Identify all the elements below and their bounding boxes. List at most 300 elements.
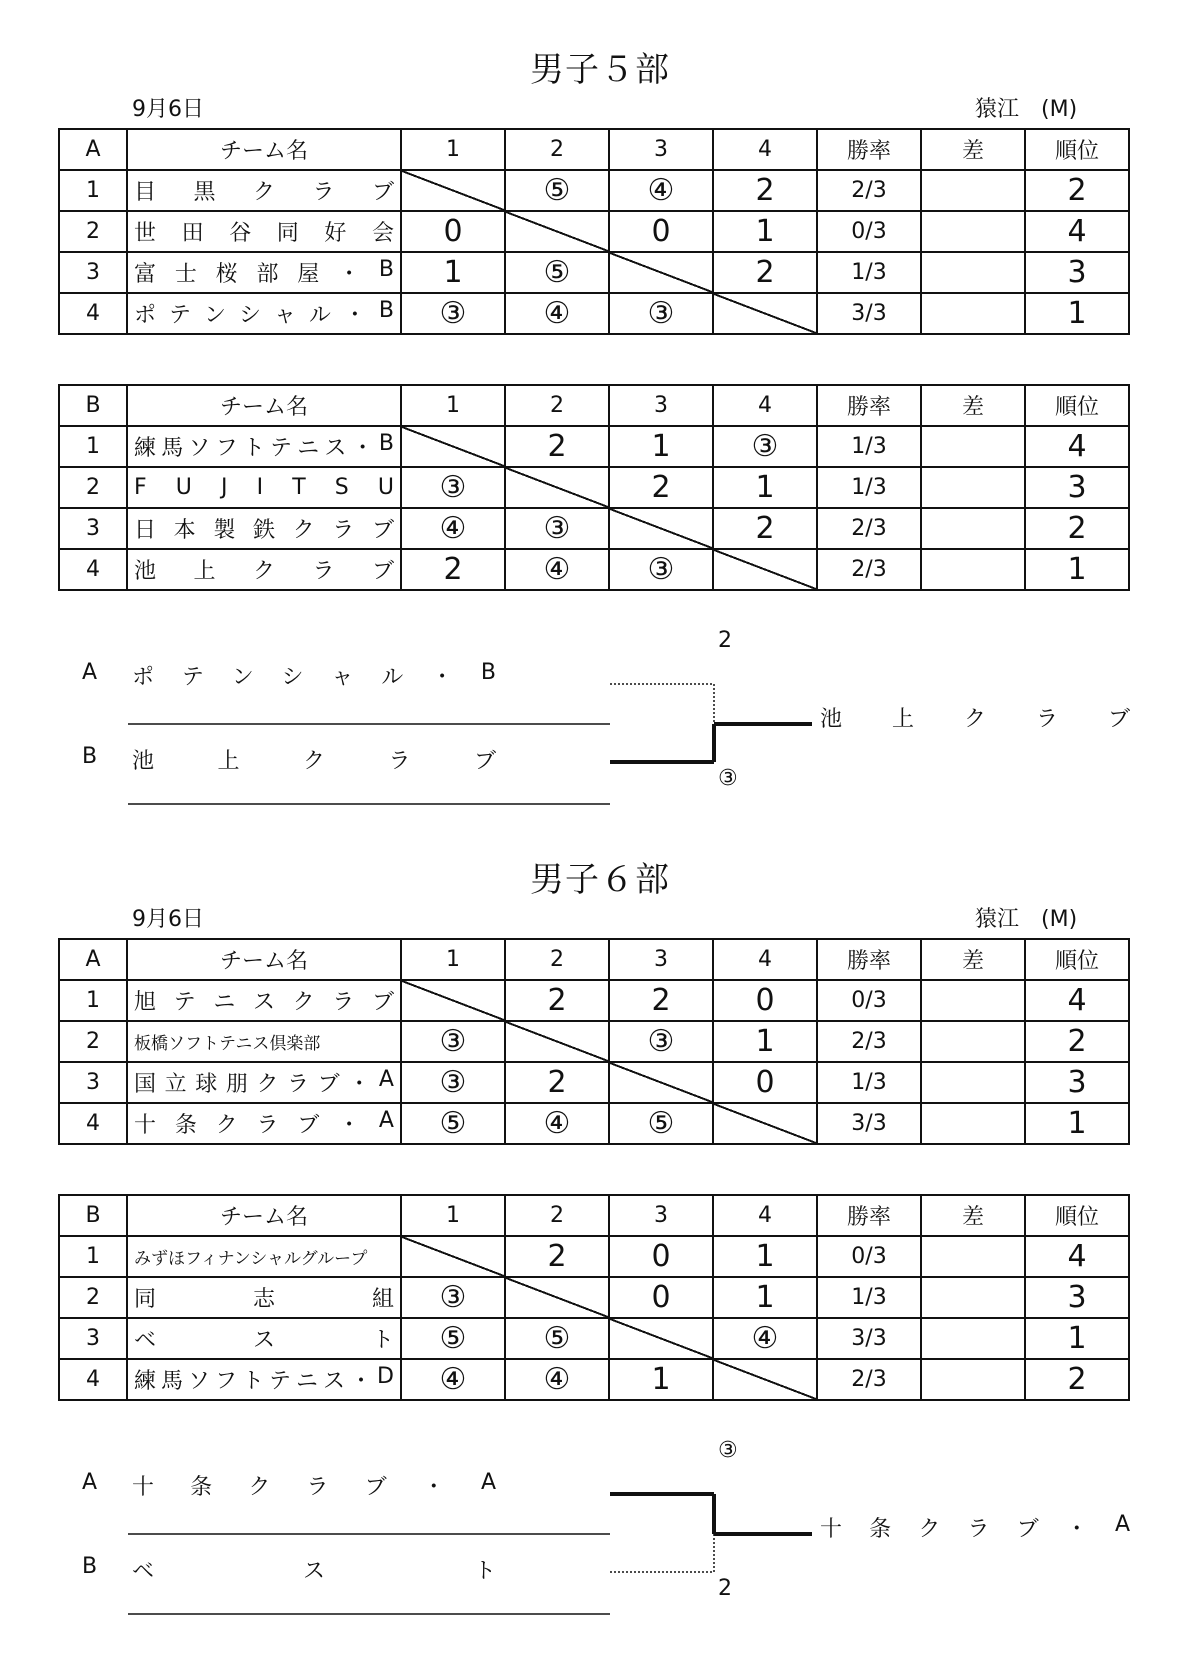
- team-name: みずほフィナンシャルグループ: [134, 1249, 368, 1269]
- team-name-char: ラ: [332, 518, 355, 543]
- team-name-char: フ: [215, 1369, 238, 1394]
- name-char: ブ: [364, 1475, 387, 1500]
- team-name-char: S: [334, 475, 349, 500]
- name-char: ャ: [331, 665, 354, 690]
- score-cell: ⑤: [505, 170, 609, 211]
- score-cell: ③: [401, 1021, 505, 1062]
- team-name-char: 好: [324, 221, 347, 246]
- win-rate: 0/3: [817, 211, 921, 252]
- diagonal-cell: [505, 211, 609, 252]
- team-name-char: 部: [256, 262, 279, 287]
- difference: [921, 467, 1025, 508]
- name-char: B: [480, 660, 496, 685]
- league-table-b: [58, 384, 1130, 591]
- column-header: 勝率: [817, 385, 921, 426]
- score-cell: ③: [401, 467, 505, 508]
- team-name: [134, 1323, 400, 1354]
- score-cell: 2: [713, 508, 817, 549]
- table-row: [59, 1236, 1129, 1277]
- column-header: 3: [609, 129, 713, 170]
- score-cell: 1: [609, 426, 713, 467]
- name-char: 池: [132, 749, 155, 774]
- team-name-char: 上: [193, 559, 216, 584]
- team-name-char: 谷: [229, 221, 252, 246]
- team-name-char: テ: [173, 990, 196, 1015]
- score-cell: ④: [505, 549, 609, 590]
- team-name-char: 同: [134, 1287, 157, 1312]
- score-cell: ⑤: [401, 1103, 505, 1144]
- team-name-char: ブ: [371, 990, 394, 1015]
- score-cell: 0: [713, 980, 817, 1021]
- team-name-char: ラ: [256, 1113, 279, 1138]
- name-char: 条: [190, 1475, 213, 1500]
- difference: [921, 980, 1025, 1021]
- win-rate: 1/3: [817, 467, 921, 508]
- column-header: 3: [609, 385, 713, 426]
- win-rate: 3/3: [817, 1318, 921, 1359]
- row-number: 4: [59, 1103, 127, 1144]
- row-number: 1: [59, 1236, 127, 1277]
- team-name-char: 黒: [193, 180, 216, 205]
- name-char: ポ: [132, 665, 155, 690]
- team-name-char: ク: [292, 990, 315, 1015]
- venue: 猿江 (M): [975, 907, 1078, 932]
- difference: [921, 1359, 1025, 1400]
- team-name-char: B: [378, 431, 394, 456]
- team-name-char: ク: [256, 1072, 279, 1097]
- win-rate: 2/3: [817, 170, 921, 211]
- rank: 3: [1025, 1277, 1129, 1318]
- name-char: ・: [1065, 1517, 1088, 1542]
- column-header: 2: [505, 129, 609, 170]
- column-header: チーム名: [127, 129, 401, 170]
- row-number: 4: [59, 549, 127, 590]
- team-name-char: B: [378, 298, 394, 323]
- name-char: ト: [473, 1559, 496, 1584]
- team-name-char: 組: [371, 1287, 394, 1312]
- team-name-char: 国: [134, 1072, 157, 1097]
- score-cell: ⑤: [609, 1103, 713, 1144]
- team-name-char: 馬: [161, 436, 184, 461]
- diagonal-cell: [401, 170, 505, 211]
- rank: 2: [1025, 170, 1129, 211]
- score-cell: 1: [609, 1359, 713, 1400]
- header-row: [59, 1195, 1129, 1236]
- rank: 3: [1025, 252, 1129, 293]
- name-char: ラ: [306, 1475, 329, 1500]
- column-header: 順位: [1025, 1195, 1129, 1236]
- name-char: 十: [132, 1475, 155, 1500]
- team-name-cell: [127, 252, 401, 293]
- rank: 3: [1025, 1062, 1129, 1103]
- score-cell: 0: [713, 1062, 817, 1103]
- row-number: 1: [59, 426, 127, 467]
- column-header: 差: [921, 385, 1025, 426]
- table-row: [59, 1359, 1129, 1400]
- name-char: ク: [302, 749, 325, 774]
- score-cell: ④: [505, 293, 609, 334]
- team-name-char: ト: [242, 1369, 265, 1394]
- table-row: [59, 1062, 1129, 1103]
- diagonal-cell: [401, 1236, 505, 1277]
- score-cell: 0: [609, 1236, 713, 1277]
- team-name-char: ポ: [134, 303, 157, 328]
- rank: 4: [1025, 211, 1129, 252]
- team-name-cell: [127, 467, 401, 508]
- team-name-cell: [127, 980, 401, 1021]
- difference: [921, 1236, 1025, 1277]
- win-rate: 1/3: [817, 426, 921, 467]
- bracket-lines: [0, 1450, 1200, 1650]
- match-date: 9月6日: [132, 907, 204, 932]
- diagonal-cell: [713, 1359, 817, 1400]
- score-cell: 1: [713, 1277, 817, 1318]
- score-cell: ③: [609, 549, 713, 590]
- team-name-char: U: [175, 475, 192, 500]
- diagonal-cell: [713, 1103, 817, 1144]
- team-name-char: 条: [174, 1113, 197, 1138]
- team-name-char: 士: [174, 262, 197, 287]
- table-row: [59, 170, 1129, 211]
- diagonal-cell: [609, 1318, 713, 1359]
- difference: [921, 1318, 1025, 1359]
- diagonal-cell: [609, 252, 713, 293]
- team-name-char: ス: [252, 1328, 275, 1353]
- team-name-cell: [127, 1062, 401, 1103]
- difference: [921, 426, 1025, 467]
- win-rate: 2/3: [817, 508, 921, 549]
- score-cell: ③: [609, 1021, 713, 1062]
- rank: 3: [1025, 467, 1129, 508]
- team-name-char: テ: [168, 303, 191, 328]
- venue: 猿江 (M): [975, 97, 1078, 122]
- team-name: [134, 1108, 400, 1139]
- score-cell: 1: [713, 211, 817, 252]
- win-rate: 1/3: [817, 1277, 921, 1318]
- league-table-a: [58, 938, 1130, 1145]
- win-rate: 2/3: [817, 549, 921, 590]
- team-name-cell: [127, 508, 401, 549]
- team-name-char: ト: [371, 1328, 394, 1353]
- team-name-char: ラ: [312, 180, 335, 205]
- team-name: [134, 298, 400, 329]
- name-char: 上: [217, 749, 240, 774]
- team-name-char: A: [378, 1067, 394, 1092]
- difference: [921, 1277, 1025, 1318]
- difference: [921, 170, 1025, 211]
- score-cell: ④: [505, 1103, 609, 1144]
- score-cell: ⑤: [401, 1318, 505, 1359]
- team-name-char: テ: [270, 436, 293, 461]
- column-header: 順位: [1025, 385, 1129, 426]
- row-number: 4: [59, 1359, 127, 1400]
- name-char: ラ: [967, 1517, 990, 1542]
- team-name-char: ニ: [297, 436, 320, 461]
- team-name-cell: [127, 549, 401, 590]
- column-header: 差: [921, 939, 1025, 980]
- score-cell: ④: [505, 1359, 609, 1400]
- table-row: [59, 549, 1129, 590]
- team-name-char: ・: [338, 1113, 361, 1138]
- column-header: 順位: [1025, 939, 1129, 980]
- name-char: ク: [963, 707, 986, 732]
- rank: 2: [1025, 508, 1129, 549]
- column-header: 1: [401, 1195, 505, 1236]
- win-rate: 0/3: [817, 1236, 921, 1277]
- win-rate: 1/3: [817, 1062, 921, 1103]
- row-number: 3: [59, 508, 127, 549]
- team-name-char: 田: [181, 221, 204, 246]
- diagonal-cell: [401, 980, 505, 1021]
- final-score-b: 2: [718, 1576, 732, 1601]
- team-name-char: 練: [134, 436, 157, 461]
- column-header: 4: [713, 385, 817, 426]
- table-row: [59, 426, 1129, 467]
- team-name-char: ラ: [312, 559, 335, 584]
- name-char: シ: [281, 665, 304, 690]
- team-name-cell: [127, 170, 401, 211]
- row-number: 3: [59, 252, 127, 293]
- row-number: 3: [59, 1062, 127, 1103]
- row-number: 1: [59, 170, 127, 211]
- team-name-char: 旭: [134, 990, 157, 1015]
- win-rate: 3/3: [817, 293, 921, 334]
- team-name-char: 池: [134, 559, 157, 584]
- score-cell: ③: [401, 1062, 505, 1103]
- table-row: [59, 467, 1129, 508]
- column-header: 1: [401, 129, 505, 170]
- team-name-char: ス: [324, 436, 347, 461]
- team-name-char: ン: [203, 303, 226, 328]
- score-cell: ③: [401, 1277, 505, 1318]
- column-header: 4: [713, 939, 817, 980]
- team-name-cell: [127, 293, 401, 334]
- name-char: ・: [422, 1475, 445, 1500]
- team-name-char: ラ: [332, 990, 355, 1015]
- team-name-cell: [127, 1021, 401, 1062]
- final-score-a: 2: [718, 628, 732, 653]
- final-score-a: ③: [718, 1438, 738, 1463]
- table-row: [59, 508, 1129, 549]
- team-name-char: ・: [343, 303, 366, 328]
- team-name-char: 桜: [215, 262, 238, 287]
- difference: [921, 1062, 1025, 1103]
- team-name-char: ブ: [371, 518, 394, 543]
- diagonal-cell: [505, 1277, 609, 1318]
- column-header: 差: [921, 1195, 1025, 1236]
- team-name-char: 朋: [225, 1072, 248, 1097]
- team-name-char: ス: [323, 1369, 346, 1394]
- final-label-a: A: [82, 1470, 98, 1495]
- team-name-cell: [127, 1277, 401, 1318]
- score-cell: 2: [505, 1062, 609, 1103]
- name-char: ブ: [1016, 1517, 1039, 1542]
- group-label: A: [59, 939, 127, 980]
- name-char: ブ: [1107, 707, 1130, 732]
- team-name-char: 富: [134, 262, 157, 287]
- header-row: [59, 939, 1129, 980]
- team-name: [134, 1364, 400, 1395]
- column-header: 3: [609, 939, 713, 980]
- match-date: 9月6日: [132, 97, 204, 122]
- team-name: [134, 175, 400, 206]
- team-name: [134, 475, 400, 500]
- name-char: テ: [181, 665, 204, 690]
- team-name-char: ブ: [297, 1113, 320, 1138]
- score-cell: ④: [401, 508, 505, 549]
- score-cell: 1: [713, 467, 817, 508]
- difference: [921, 549, 1025, 590]
- section-title: 男子６部: [530, 860, 670, 900]
- score-cell: 2: [713, 170, 817, 211]
- column-header: 2: [505, 1195, 609, 1236]
- team-name-char: 鉄: [252, 518, 275, 543]
- section-title: 男子５部: [530, 50, 670, 90]
- team-name-char: ル: [308, 303, 331, 328]
- team-name-char: ク: [215, 1113, 238, 1138]
- team-name-char: ソ: [188, 1369, 211, 1394]
- team-name-cell: [127, 1236, 401, 1277]
- team-name-char: A: [378, 1108, 394, 1133]
- rank: 1: [1025, 1318, 1129, 1359]
- score-cell: 0: [609, 1277, 713, 1318]
- team-name-char: 馬: [161, 1369, 184, 1394]
- score-cell: 1: [401, 252, 505, 293]
- score-cell: 2: [609, 467, 713, 508]
- team-name-char: 本: [173, 518, 196, 543]
- score-cell: ④: [401, 1359, 505, 1400]
- team-name-char: 志: [252, 1287, 275, 1312]
- team-name-char: ブ: [317, 1072, 340, 1097]
- diagonal-cell: [713, 293, 817, 334]
- score-cell: 1: [713, 1236, 817, 1277]
- score-cell: 2: [713, 252, 817, 293]
- score-cell: ③: [505, 508, 609, 549]
- final-label-a: A: [82, 660, 98, 685]
- league-table-b: [58, 1194, 1130, 1401]
- column-header: 差: [921, 129, 1025, 170]
- column-header: 4: [713, 1195, 817, 1236]
- team-name: [134, 216, 400, 247]
- column-header: 3: [609, 1195, 713, 1236]
- team-name-char: 目: [134, 180, 157, 205]
- difference: [921, 1021, 1025, 1062]
- team-name-char: ソ: [188, 436, 211, 461]
- rank: 1: [1025, 549, 1129, 590]
- team-name-char: 練: [134, 1369, 157, 1394]
- score-cell: 1: [713, 1021, 817, 1062]
- win-rate: 1/3: [817, 252, 921, 293]
- name-char: ス: [302, 1559, 325, 1584]
- team-name: [134, 1282, 400, 1313]
- column-header: 勝率: [817, 1195, 921, 1236]
- final-label-b: B: [82, 744, 98, 769]
- team-name-char: ト: [242, 436, 265, 461]
- name-char: ン: [231, 665, 254, 690]
- difference: [921, 508, 1025, 549]
- team-name-char: ベ: [134, 1328, 157, 1353]
- league-table-a: [58, 128, 1130, 335]
- row-number: 2: [59, 1277, 127, 1318]
- name-char: 十: [820, 1517, 843, 1542]
- team-name-char: ブ: [371, 559, 394, 584]
- team-name-char: ニ: [296, 1369, 319, 1394]
- name-char: 条: [869, 1517, 892, 1542]
- team-name-cell: [127, 1103, 401, 1144]
- table-row: [59, 980, 1129, 1021]
- team-name-char: ニ: [213, 990, 236, 1015]
- score-cell: 2: [505, 426, 609, 467]
- team-name-char: ・: [348, 1072, 371, 1097]
- name-char: ル: [381, 665, 404, 690]
- team-name-char: 日: [134, 518, 157, 543]
- name-char: ク: [248, 1475, 271, 1500]
- team-name-char: T: [292, 475, 306, 500]
- team-name-char: 球: [195, 1072, 218, 1097]
- name-char: ク: [918, 1517, 941, 1542]
- rank: 4: [1025, 1236, 1129, 1277]
- name-char: ベ: [132, 1559, 155, 1584]
- name-char: 上: [891, 707, 914, 732]
- name-char: ・: [431, 665, 454, 690]
- win-rate: 3/3: [817, 1103, 921, 1144]
- team-name-char: シ: [238, 303, 261, 328]
- win-rate: 2/3: [817, 1359, 921, 1400]
- row-number: 1: [59, 980, 127, 1021]
- team-name: [134, 554, 400, 585]
- difference: [921, 293, 1025, 334]
- team-name-char: F: [134, 475, 147, 500]
- name-char: A: [1114, 1512, 1130, 1537]
- row-number: 2: [59, 467, 127, 508]
- rank: 1: [1025, 1103, 1129, 1144]
- difference: [921, 211, 1025, 252]
- column-header: 勝率: [817, 129, 921, 170]
- final-label-b: B: [82, 1554, 98, 1579]
- team-name-char: 同: [276, 221, 299, 246]
- team-name-char: J: [220, 475, 228, 500]
- team-name-char: ク: [252, 180, 275, 205]
- name-char: ブ: [473, 749, 496, 774]
- team-name-char: 屋: [297, 262, 320, 287]
- column-header: 1: [401, 939, 505, 980]
- team-name: [134, 985, 400, 1016]
- column-header: 勝率: [817, 939, 921, 980]
- rank: 1: [1025, 293, 1129, 334]
- team-name: [134, 257, 400, 288]
- final-score-b: ③: [718, 766, 738, 791]
- team-name: [134, 1067, 400, 1098]
- team-name-cell: [127, 1318, 401, 1359]
- team-name-char: U: [377, 475, 394, 500]
- team-name-char: フ: [215, 436, 238, 461]
- table-row: [59, 211, 1129, 252]
- score-cell: ④: [609, 170, 713, 211]
- team-name-char: ブ: [371, 180, 394, 205]
- team-name-char: I: [256, 475, 264, 500]
- score-cell: ③: [713, 426, 817, 467]
- team-name-char: テ: [269, 1369, 292, 1394]
- column-header: チーム名: [127, 385, 401, 426]
- team-name-cell: [127, 426, 401, 467]
- win-rate: 2/3: [817, 1021, 921, 1062]
- score-cell: ③: [401, 293, 505, 334]
- column-header: 2: [505, 939, 609, 980]
- score-cell: 0: [609, 211, 713, 252]
- team-name-cell: [127, 211, 401, 252]
- team-name-char: 会: [371, 221, 394, 246]
- table-row: [59, 293, 1129, 334]
